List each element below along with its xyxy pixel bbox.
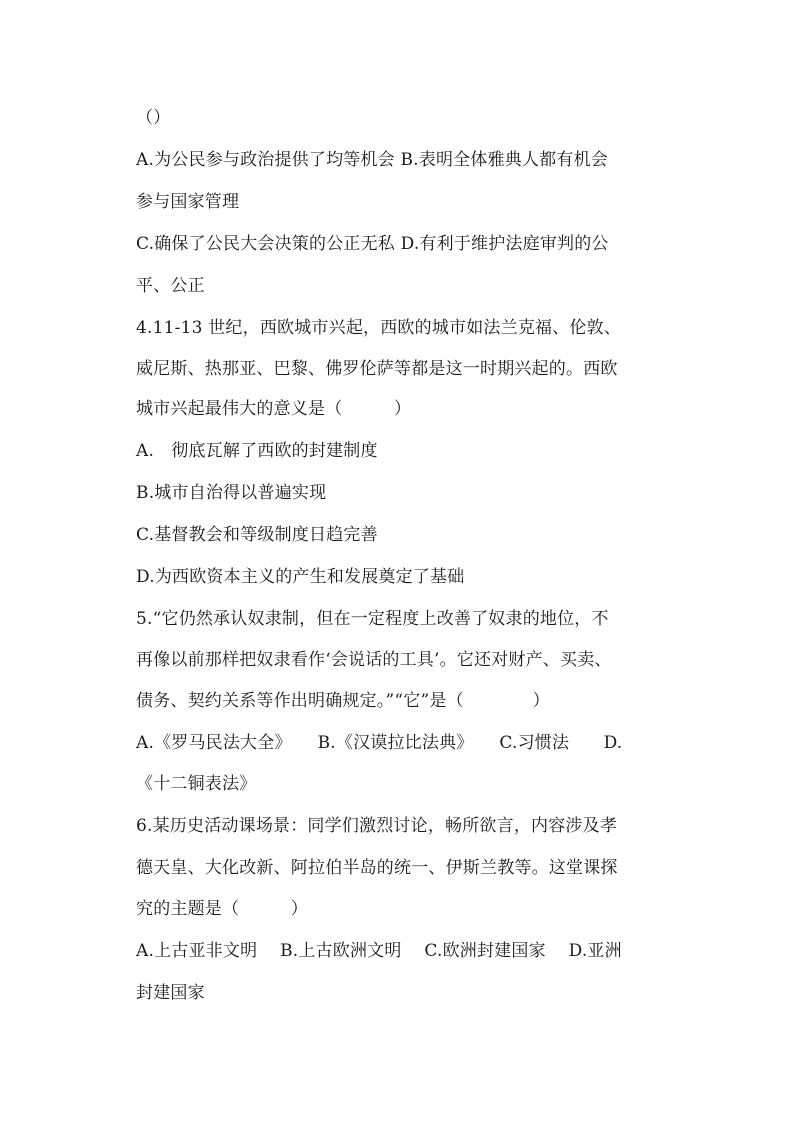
- text-line: 平、公正: [136, 276, 205, 296]
- text-line: 再像以前那样把奴隶看作‘会说话的工具’。它还对财产、买卖、: [136, 650, 612, 670]
- text-line: D.为西欧资本主义的产生和发展奠定了基础: [136, 567, 465, 587]
- text-line: 威尼斯、热那亚、巴黎、佛罗伦萨等都是这一时期兴起的。西欧: [136, 359, 618, 379]
- text-line: A.《罗马民法大全》 B.《汉谟拉比法典》 C.习惯法 D.: [136, 733, 623, 753]
- text-line: A. 彻底瓦解了西欧的封建制度: [136, 441, 378, 461]
- text-line: 究的主题是（ ）: [136, 899, 308, 919]
- text-line: 德天皇、大化改新、阿拉伯半岛的统一、伊斯兰教等。这堂课探: [136, 858, 618, 878]
- text-line: 参与国家管理: [136, 192, 240, 212]
- text-line: A.上古亚非文明 B.上古欧洲文明 C.欧洲封建国家 D.亚洲: [136, 941, 622, 961]
- text-line: 《十二铜表法》: [136, 774, 257, 794]
- text-line: 4.11-13 世纪，西欧城市兴起，西欧的城市如法兰克福、伦敦、: [136, 318, 622, 338]
- text-line: A.为公民参与政治提供了均等机会 B.表明全体雅典人都有机会: [136, 150, 608, 170]
- text-line: 封建国家: [136, 983, 205, 1003]
- text-line: 城市兴起最伟大的意义是（ ）: [136, 399, 412, 419]
- text-line: B.城市自治得以普遍实现: [136, 483, 327, 503]
- text-line: （）: [136, 108, 171, 128]
- text-line: 债务、契约关系等作出明确规定。”“它”是（ ）: [136, 691, 550, 711]
- text-line: 5.“它仍然承认奴隶制，但在一定程度上改善了奴隶的地位，不: [136, 609, 609, 629]
- text-line: 6.某历史活动课场景：同学们激烈讨论，畅所欲言，内容涉及孝: [136, 816, 618, 836]
- text-line: C.确保了公民大会决策的公正无私 D.有利于维护法庭审判的公: [136, 234, 609, 254]
- text-line: C.基督教会和等级制度日趋完善: [136, 525, 378, 545]
